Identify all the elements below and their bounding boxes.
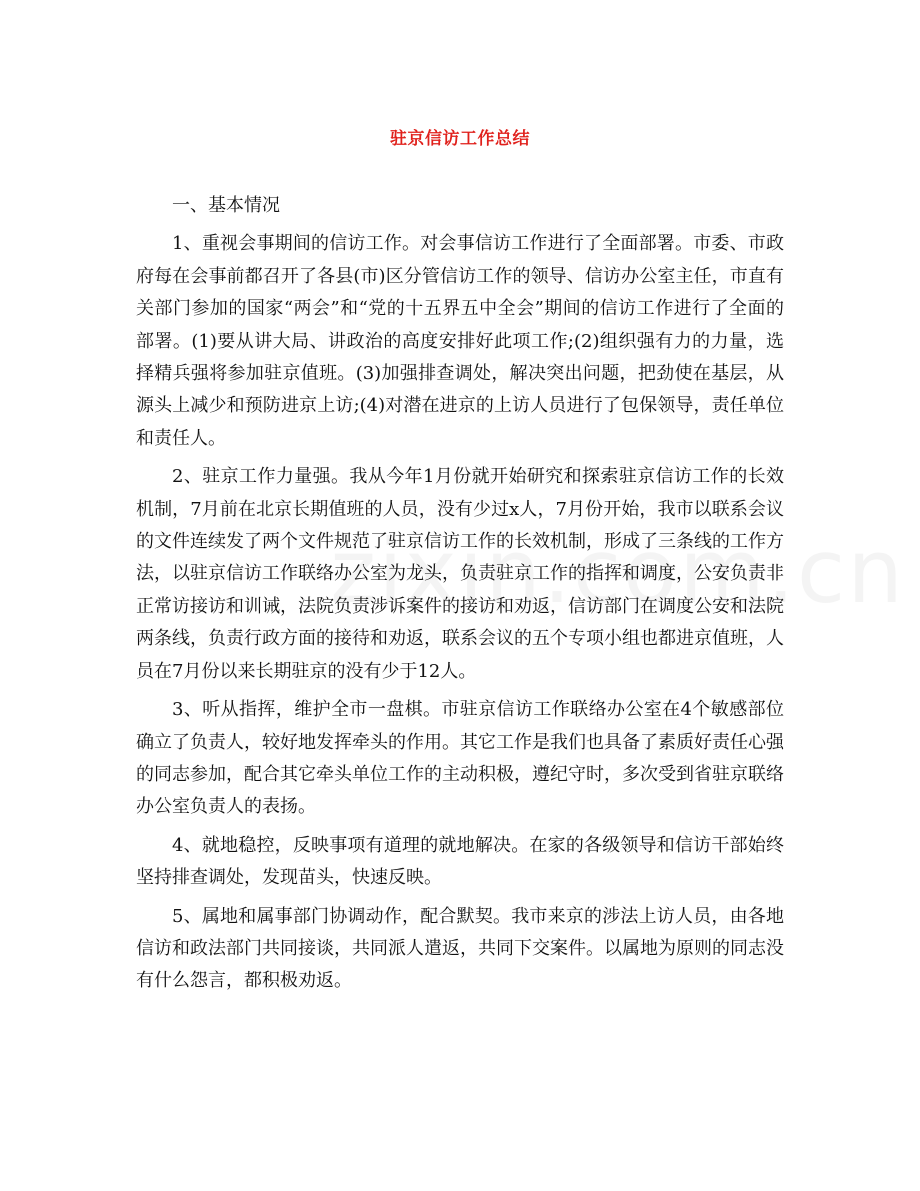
document-body — [136, 190, 784, 1004]
paragraph-3: 3、听从指挥，维护全市一盘棋。市驻京信访工作联络办公室在4个敏感部位确立了负责人，较好地发挥牵头的作用。其它工作是我们也具备了素质好责任心强的同志参加，配合其它牵头单位工作的主动积极，遵纪守时，多次受到省驻京联络办公室负责人的表扬。 — [136, 699, 784, 818]
paragraph-1: 1、重视会事期间的信访工作。对会事信访工作进行了全面部署。市委、市政府每在会事前都召开了各县(市)区分管信访工作的领导、信访办公室主任，市直有关部门参加的国家“两会”和“党的十五界五中全会”期间的信访工作进行了全面的部署。(1)要从讲大局、讲政治的高度安排好此项工作;(2)组织强有力的力量，选择精兵强将参加驻京值班。(3)加强排查调处，解决突出问题，把劲使在基层，从源头上减少和预防进京上访;(4)对潜在进京的上访人员进行了包保领导，责任单位和责任人。 — [136, 233, 784, 449]
paragraph-4: 4、就地稳控，反映事项有道理的就地解决。在家的各级领导和信访干部始终坚持排查调处，发现苗头，快速反映。 — [136, 834, 784, 889]
paragraph-5: 5、属地和属事部门协调动作，配合默契。我市来京的涉法上访人员，由各地信访和政法部门共同接谈，共同派人遣返，共同下交案件。以属地为原则的同志没有什么怨言，都积极劝返。 — [136, 905, 784, 992]
paragraph-2: 2、驻京工作力量强。我从今年1月份就开始研究和探索驻京信访工作的长效机制，7月前在北京长期值班的人员，没有少过x人，7月份开始，我市以联系会议的文件连续发了两个文件规范了驻京信访工作的长效机制，形成了三条线的工作方法，以驻京信访工作联络办公室为龙头，负责驻京工作的指挥和调度，公安负责非正常访接访和训诫，法院负责涉诉案件的接访和劝返，信访部门在调度公安和法院两条线，负责行政方面的接待和劝返，联系会议的五个专项小组也都进京值班，人员在7月份以来长期驻京的没有少于12人。 — [136, 466, 784, 682]
document-title: 驻京信访工作总结 — [390, 129, 530, 149]
section-heading: 一、基本情况 — [172, 195, 280, 216]
